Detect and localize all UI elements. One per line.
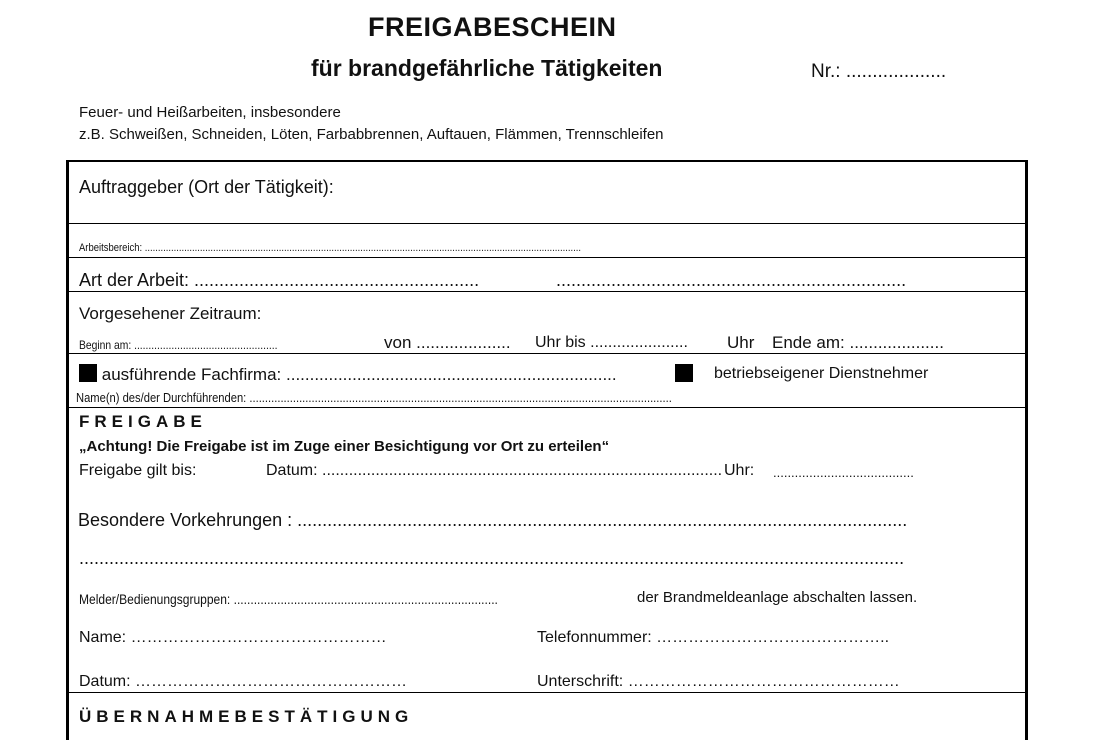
arbeitsbereich-field[interactable]: Arbeitsbereich: ...................................................................................................................................................................... bbox=[79, 242, 582, 254]
fachfirma-checkbox[interactable] bbox=[79, 364, 97, 382]
ende-field[interactable]: Ende am: .................... bbox=[772, 333, 944, 352]
dienstnehmer-checkbox[interactable] bbox=[675, 364, 693, 382]
intro-line-2: z.B. Schweißen, Schneiden, Löten, Farbabbrennen, Auftauen, Flämmen, Trennschleifen bbox=[79, 126, 664, 143]
art-der-arbeit-field[interactable]: Art der Arbeit: ......................................................... bbox=[79, 270, 480, 290]
divider bbox=[66, 692, 1028, 693]
uhr-bis-field[interactable]: Uhr bis ...................... bbox=[535, 334, 688, 351]
uebernahme-heading: ÜBERNAHMEBESTÄTIGUNG bbox=[79, 707, 414, 726]
melder-field[interactable]: Melder/Bedienungsgruppen: ............................................................................... bbox=[79, 591, 498, 607]
vorkehrungen-line-2[interactable]: ..................................................................................................................................................................... bbox=[79, 548, 905, 568]
form-number[interactable]: Nr.: ................... bbox=[811, 61, 947, 82]
freigabe-uhr-field[interactable]: ....................................... bbox=[773, 465, 914, 480]
unterschrift-field[interactable]: Unterschrift: …………………………………………… bbox=[537, 673, 900, 690]
fachfirma-field[interactable]: ausführende Fachfirma: ...................................................................... bbox=[101, 365, 617, 384]
telefon-field[interactable]: Telefonnummer: …………………………………….. bbox=[537, 629, 890, 646]
page-title: FREIGABESCHEIN bbox=[368, 12, 617, 42]
right-border bbox=[1025, 160, 1028, 740]
auftraggeber-field[interactable]: Auftraggeber (Ort der Tätigkeit): bbox=[79, 177, 334, 197]
zeitraum-label: Vorgesehener Zeitraum: bbox=[79, 304, 262, 323]
achtung-note: „Achtung! Die Freigabe ist im Zuge einer Besichtigung vor Ort zu erteilen“ bbox=[79, 438, 610, 455]
freigabe-gilt-label: Freigabe gilt bis: bbox=[79, 462, 197, 479]
vorkehrungen-field[interactable]: Besondere Vorkehrungen : .......................................................................................................................... bbox=[78, 510, 908, 530]
datum-field[interactable]: Datum: …………………………………………… bbox=[79, 673, 408, 690]
page-subtitle: für brandgefährliche Tätigkeiten bbox=[311, 55, 663, 81]
freigabe-datum-field[interactable]: Datum: .......................................................................................... bbox=[266, 462, 723, 479]
fachfirma-row bbox=[79, 364, 617, 385]
intro-line-1: Feuer- und Heißarbeiten, insbesondere bbox=[79, 104, 341, 121]
durchfuehrende-field[interactable]: Name(n) des/der Durchführenden: ........................................................................................................................................ bbox=[76, 390, 672, 405]
left-border bbox=[66, 160, 69, 740]
freigabe-heading: FREIGABE bbox=[79, 412, 207, 431]
beginn-field[interactable]: Beginn am: .................................................. bbox=[79, 338, 278, 352]
divider bbox=[66, 257, 1028, 258]
divider bbox=[66, 160, 1028, 162]
freigabe-uhr-label: Uhr: bbox=[724, 462, 755, 479]
von-field[interactable]: von .................... bbox=[384, 333, 511, 352]
divider bbox=[66, 223, 1028, 224]
divider bbox=[66, 407, 1028, 408]
dienstnehmer-label: betriebseigener Dienstnehmer bbox=[714, 365, 929, 382]
divider bbox=[66, 353, 1028, 354]
divider bbox=[66, 291, 1028, 292]
brandmelde-text: der Brandmeldeanlage abschalten lassen. bbox=[637, 589, 918, 606]
uhr-label: Uhr bbox=[727, 333, 755, 352]
name-field[interactable]: Name: ………………………………………… bbox=[79, 629, 387, 646]
art-der-arbeit-extra-field[interactable]: ...................................................................... bbox=[556, 270, 907, 290]
